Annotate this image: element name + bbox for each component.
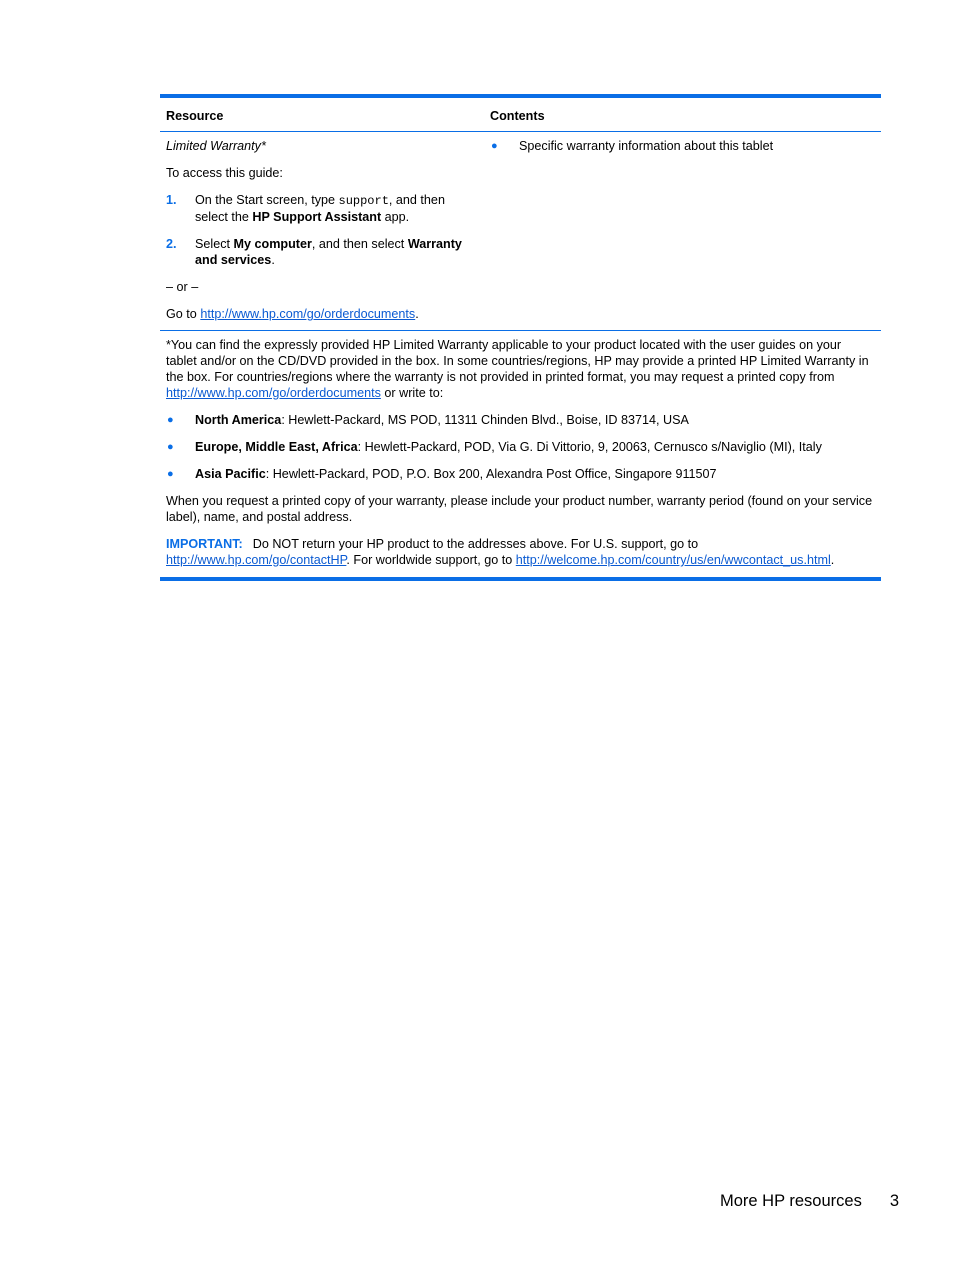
access-intro: To access this guide: — [166, 166, 283, 180]
step-text: . — [271, 253, 275, 267]
bullet-icon: ● — [491, 140, 498, 152]
address-text: : Hewlett-Packard, POD, P.O. Box 200, Alexandra Post Office, Singapore 911507 — [265, 467, 717, 481]
table-header-row — [160, 98, 881, 131]
bullet-text: Specific warranty information about this tablet — [519, 139, 774, 153]
goto-line — [166, 306, 478, 322]
request-paragraph: When you request a printed copy of your warranty, please include your product number, warranty period (found on your service label), name, and postal address. — [166, 494, 873, 524]
step-bold: Warranty and services — [195, 237, 462, 267]
important-label: IMPORTANT: — [166, 537, 243, 551]
or-separator: – or – — [166, 280, 199, 294]
important-text: . For worldwide support, go to — [346, 553, 516, 567]
step-text: Select — [195, 237, 234, 251]
code-support: support — [338, 194, 389, 208]
goto-text: . — [415, 307, 419, 321]
wwcontact-link[interactable]: http://welcome.hp.com/country/us/en/wwcontact_us.html — [515, 553, 831, 567]
goto-text: Go to — [166, 307, 201, 321]
bullet-icon: ● — [167, 468, 174, 480]
contents-bullet — [490, 138, 880, 154]
important-notice — [166, 536, 875, 568]
step-text: , and then select — [311, 237, 408, 251]
step-bold: My computer — [233, 237, 312, 251]
address-item — [166, 466, 875, 482]
note-text: *You can find the expressly provided HP Limited Warranty applicable to your product located with the user guides on your tablet and/or on the CD/DVD provided in the box. In some countries/regions, HP may provide a printed HP Limited Warranty in the box. For countries/regions where the warranty is not provided in printed format, you may request a printed copy from — [166, 338, 869, 384]
resource-title: Limited Warranty* — [166, 139, 266, 153]
orderdocuments-link[interactable]: http://www.hp.com/go/orderdocuments — [200, 307, 416, 321]
page-footer — [720, 1193, 899, 1209]
bullet-icon: ● — [167, 441, 174, 453]
contents-cell — [490, 138, 880, 165]
note-paragraph — [166, 337, 875, 401]
warranty-note — [160, 331, 881, 568]
address-region: Asia Pacific — [195, 467, 266, 481]
step-1 — [166, 192, 478, 225]
step-text: , and then select the — [195, 193, 445, 224]
address-item — [166, 412, 875, 428]
contacthp-link[interactable]: http://www.hp.com/go/contactHP — [166, 553, 347, 567]
step-bold: HP Support Assistant — [252, 210, 382, 224]
orderdocuments-link-2[interactable]: http://www.hp.com/go/orderdocuments — [166, 386, 381, 400]
page-number: 3 — [889, 1192, 900, 1210]
note-text: or write to: — [380, 386, 444, 400]
step-2 — [166, 236, 478, 268]
step-number: 2. — [166, 237, 177, 251]
address-text: : Hewlett-Packard, MS POD, 11311 Chinden Blvd., Boise, ID 83714, USA — [281, 413, 689, 427]
address-region: North America — [195, 413, 282, 427]
resource-table — [160, 94, 881, 581]
resource-cell — [166, 138, 478, 333]
address-region: Europe, Middle East, Africa — [195, 440, 358, 454]
important-text: . — [830, 553, 835, 567]
step-text: On the Start screen, type — [195, 193, 339, 207]
address-item — [166, 439, 875, 455]
header-contents: Contents — [490, 109, 545, 123]
step-text: app. — [381, 210, 410, 224]
bullet-icon: ● — [167, 414, 174, 426]
important-text: Do NOT return your HP product to the addresses above. For U.S. support, go to — [252, 537, 699, 551]
header-resource: Resource — [166, 109, 224, 123]
table-row — [160, 132, 881, 330]
table-bottom-rule — [160, 577, 881, 581]
address-text: : Hewlett-Packard, POD, Via G. Di Vittorio, 9, 20063, Cernusco s/Naviglio (MI), Italy — [357, 440, 822, 454]
footer-section: More HP resources — [720, 1192, 862, 1210]
step-number: 1. — [166, 193, 177, 207]
